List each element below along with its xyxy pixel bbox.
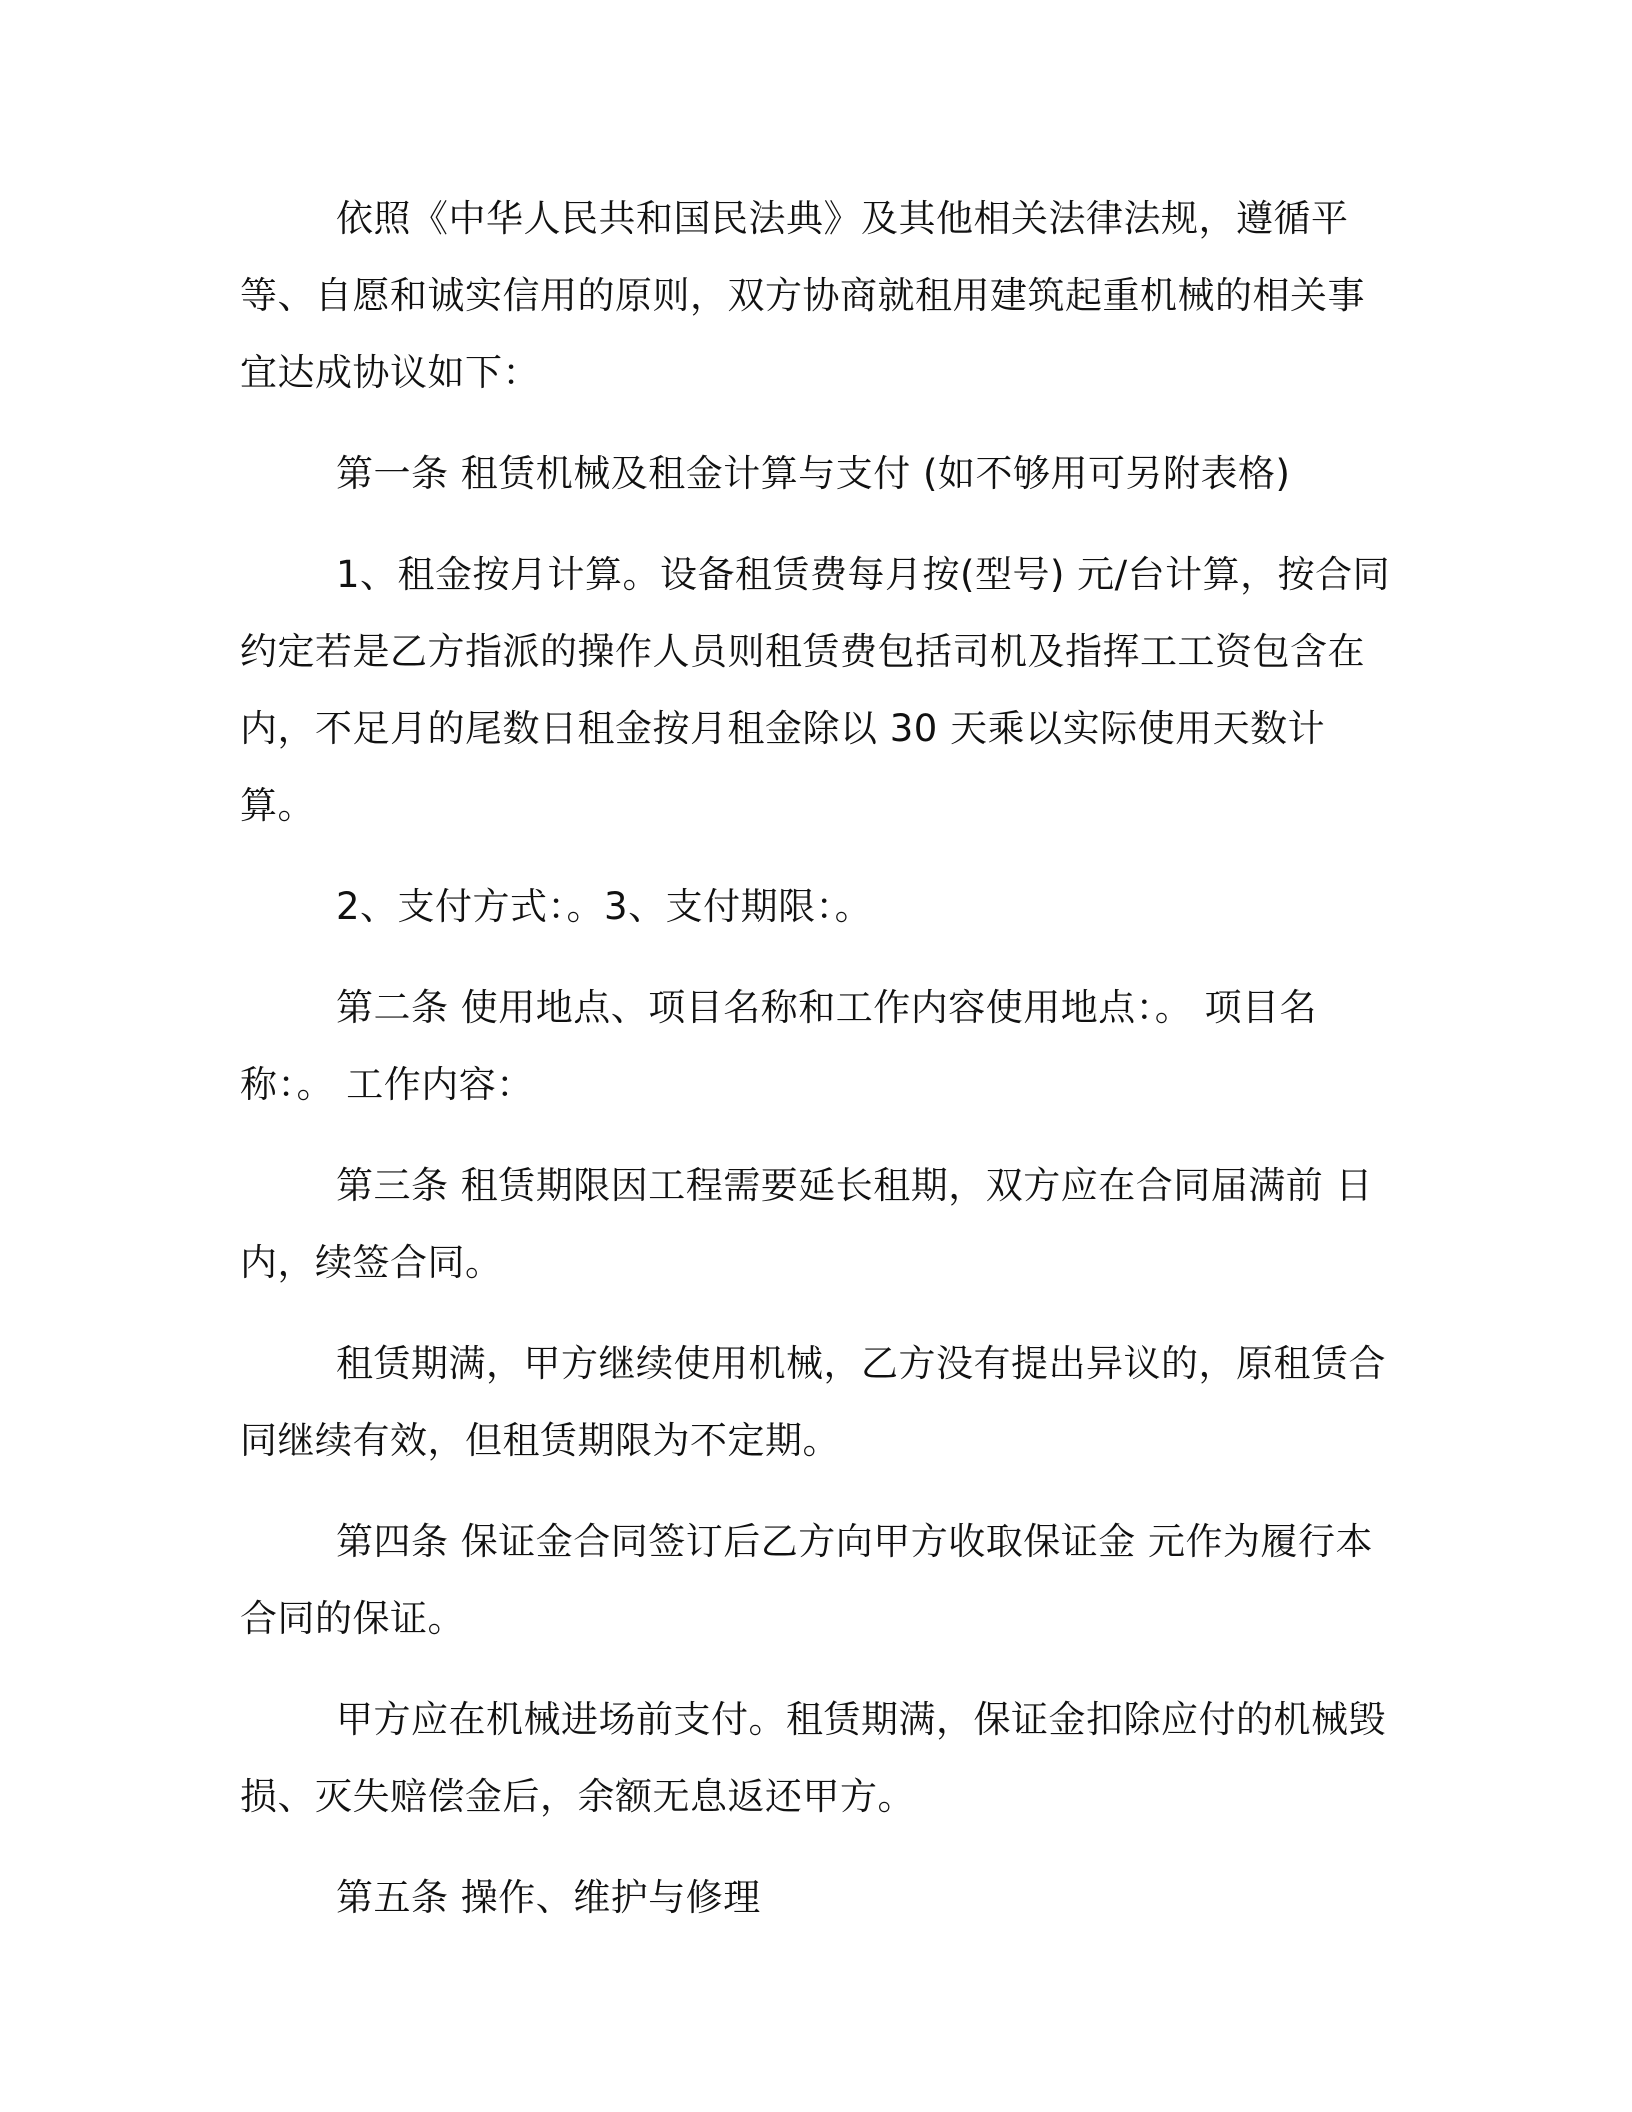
paragraph-article-5-heading: 第五条 操作、维护与修理 — [336, 1876, 761, 1919]
paragraph-lease-expiry: 租赁期满，甲方继续使用机械，乙方没有提出异议的，原租赁合同继续有效，但租赁期限为不定期。 — [240, 1342, 1386, 1462]
paragraph-rent-calculation: 1、租金按月计算。设备租赁费每月按(型号) 元/台计算，按合同约定若是乙方指派的操作人员则租赁费包括司机及指挥工工资包含在内，不足月的尾数日租金按月租金除以 30 天乘以实际使用天数计算。 — [240, 553, 1391, 827]
paragraph-article-3: 第三条 租赁期限因工程需要延长租期，双方应在合同届满前 日内，续签合同。 — [240, 1164, 1374, 1284]
paragraph-payment-terms: 2、支付方式：。3、支付期限：。 — [336, 885, 873, 928]
paragraph-preamble: 依照《中华人民共和国民法典》及其他相关法律法规，遵循平等、自愿和诚实信用的原则，双方协商就租用建筑起重机械的相关事宜达成协议如下： — [240, 197, 1365, 394]
paragraph-article-4: 第四条 保证金合同签订后乙方向甲方收取保证金 元作为履行本合同的保证。 — [240, 1520, 1374, 1640]
paragraph-article-1-heading: 第一条 租赁机械及租金计算与支付 (如不够用可另附表格) — [336, 452, 1291, 495]
paragraph-deposit-return: 甲方应在机械进场前支付。租赁期满，保证金扣除应付的机械毁损、灭失赔偿金后，余额无息返还甲方。 — [240, 1698, 1386, 1818]
paragraph-article-2: 第二条 使用地点、项目名称和工作内容使用地点：。 项目名称：。 工作内容： — [240, 986, 1318, 1106]
document-body — [240, 180, 1400, 1960]
